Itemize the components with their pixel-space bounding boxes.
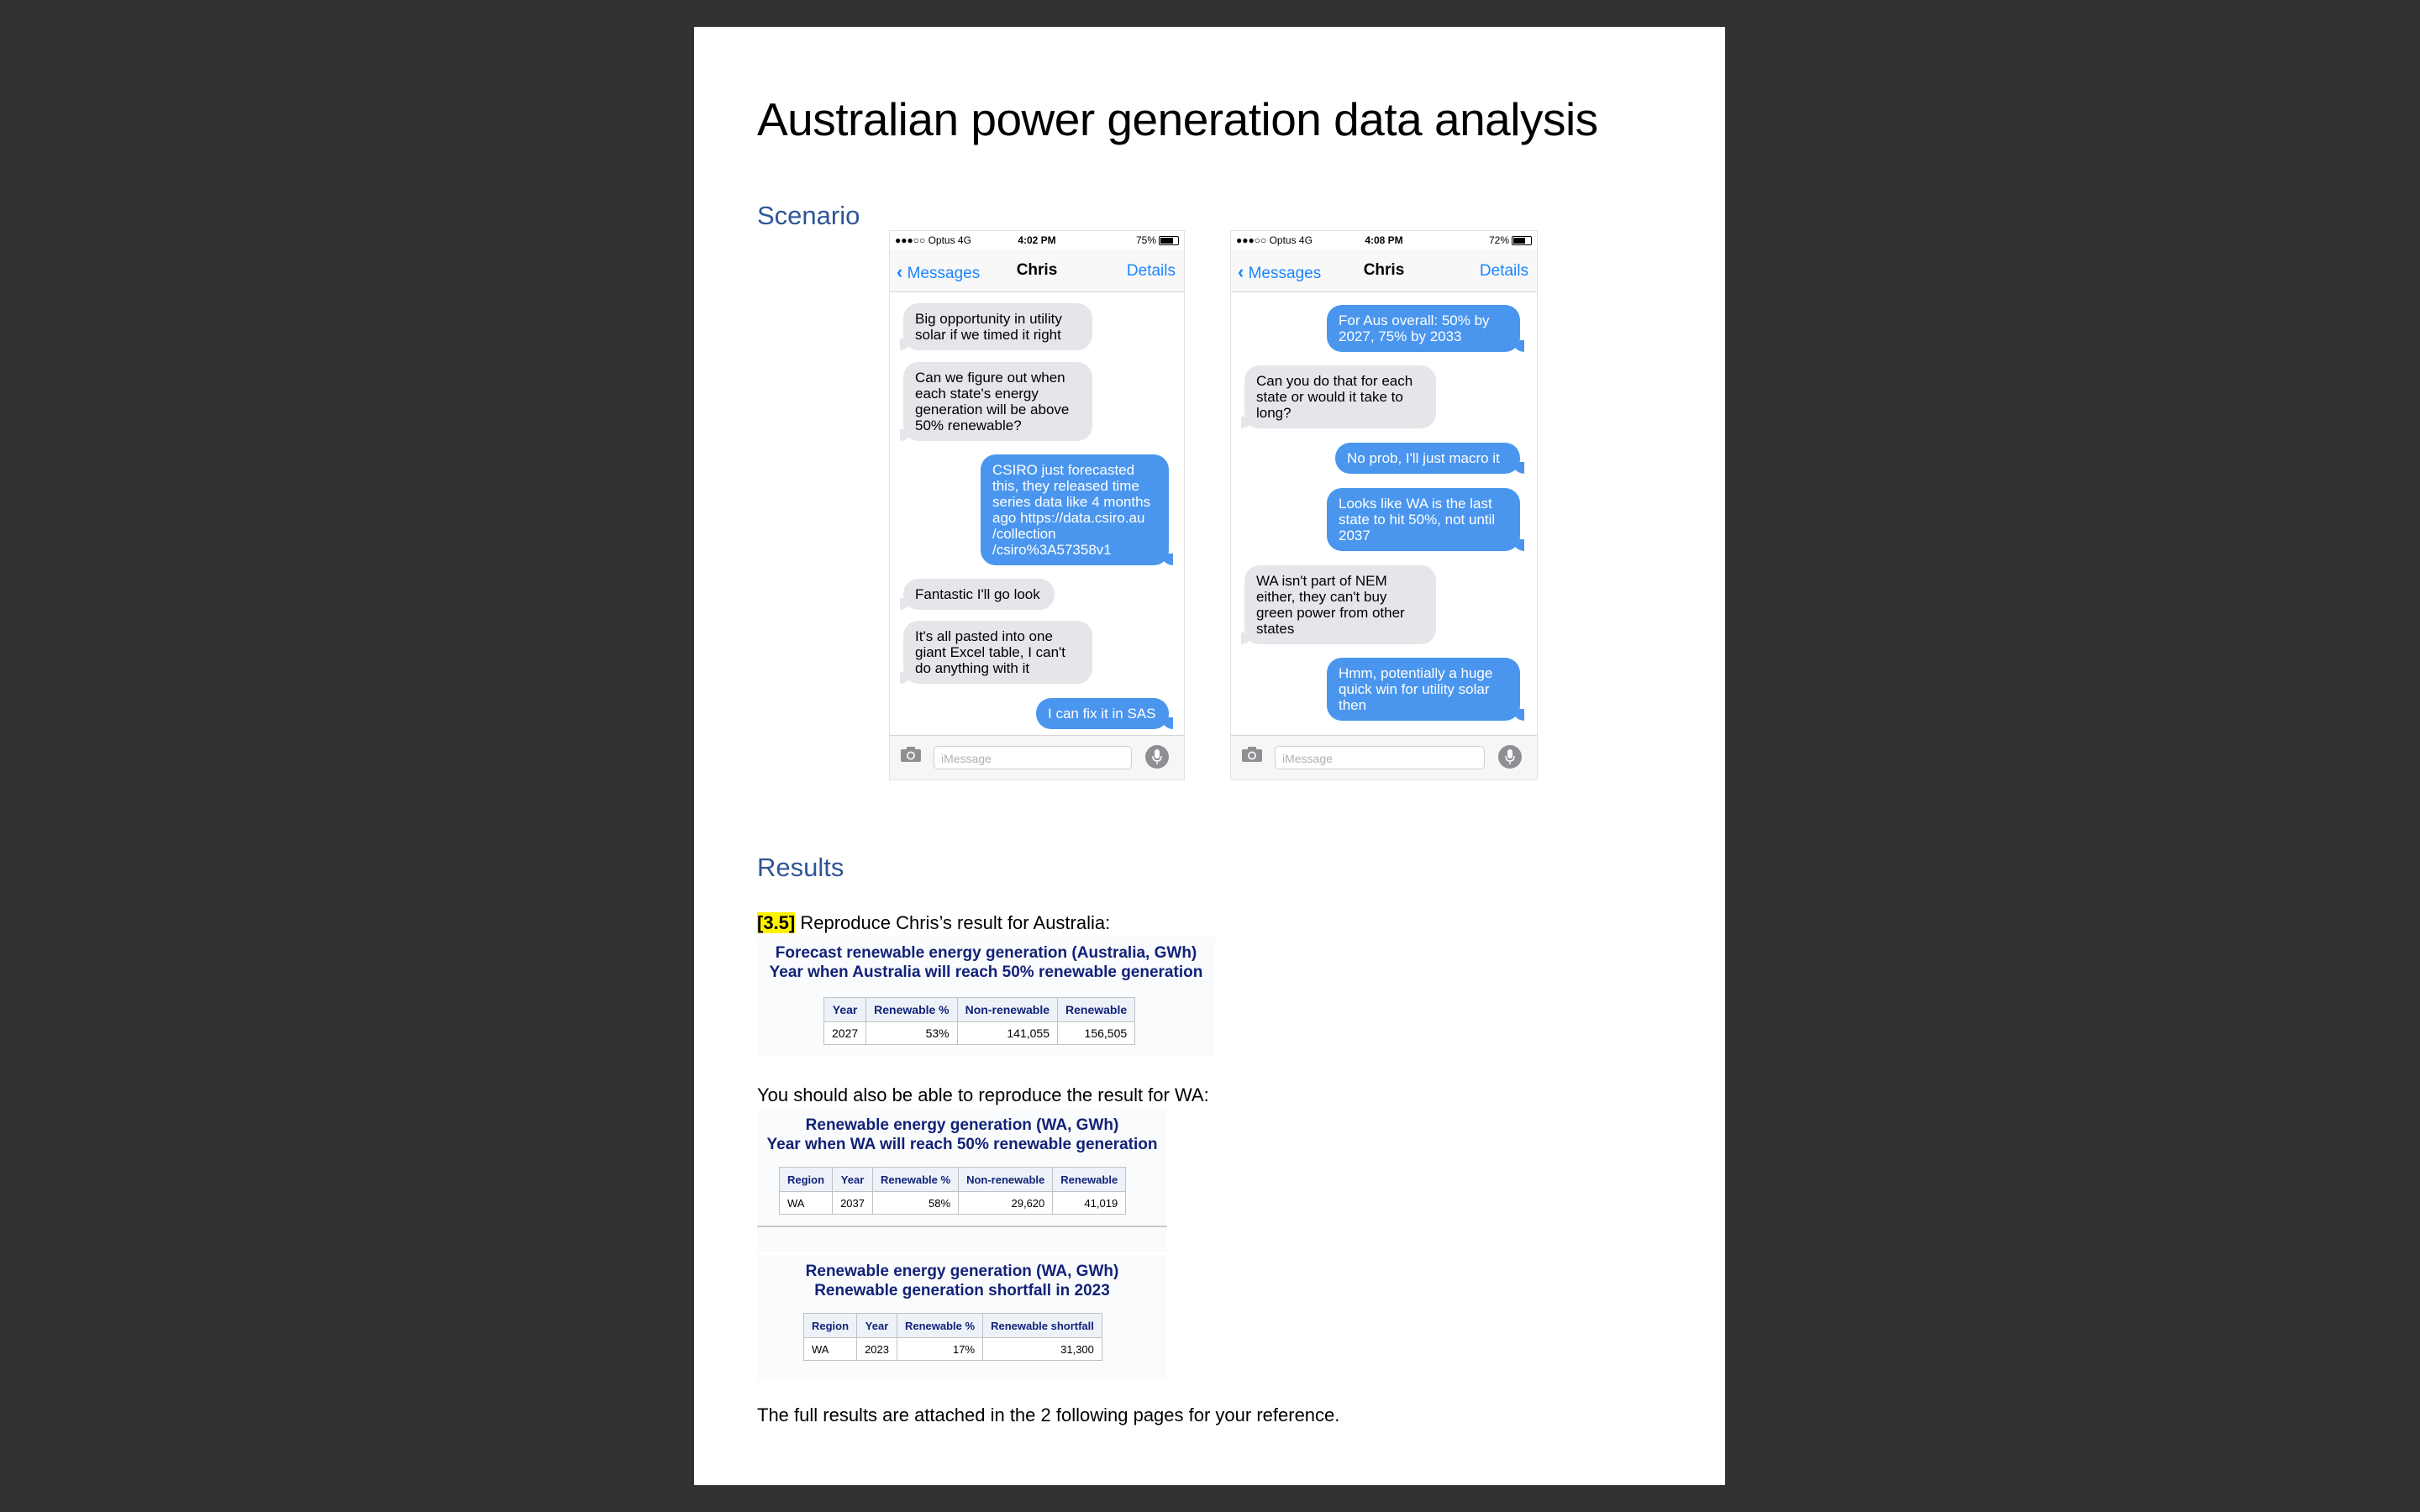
details-button[interactable]: Details	[1479, 262, 1528, 280]
contact-name: Chris	[1016, 261, 1058, 279]
message-bubble-incoming: WA isn't part of NEM either, they can't buy green power from other states	[1244, 565, 1436, 644]
table-cell: 53%	[866, 1022, 957, 1045]
column-header: Renewable %	[897, 1314, 982, 1338]
message-bubble-incoming: Can you do that for each state or would it take to long?	[1244, 365, 1436, 428]
back-label: Messages	[1248, 265, 1322, 282]
table-subtitle: Renewable generation shortfall in 2023	[814, 1282, 1110, 1299]
results-heading: Results	[757, 853, 844, 882]
message-input-bar	[890, 735, 1184, 780]
task-tag: [3.5]	[757, 912, 796, 933]
chevron-left-icon: ‹	[1238, 261, 1244, 282]
table-cell: 2037	[833, 1192, 873, 1215]
table-cell: 156,505	[1058, 1022, 1135, 1045]
output-divider	[757, 1226, 1167, 1227]
column-header: Year	[824, 998, 866, 1022]
message-input-bar	[1231, 735, 1537, 780]
status-time: 4:08 PM	[1365, 234, 1403, 246]
column-header: Non-renewable	[959, 1168, 1053, 1192]
message-bubble-outgoing: For Aus overall: 50% by 2027, 75% by 2033	[1327, 305, 1520, 352]
australia-result-table	[823, 997, 1135, 1045]
column-header: Region	[780, 1168, 833, 1192]
table-subtitle: Year when WA will reach 50% renewable generation	[766, 1136, 1158, 1153]
column-header: Region	[804, 1314, 857, 1338]
battery-percent: 75%	[1135, 234, 1156, 246]
column-header: Renewable	[1058, 998, 1135, 1022]
table-subtitle: Year when Australia will reach 50% renewable generation	[769, 963, 1203, 981]
conversation-nav-bar	[1231, 249, 1537, 292]
table-cell: 2027	[824, 1022, 866, 1045]
wa-shortfall-table	[803, 1313, 1102, 1361]
back-label: Messages	[907, 265, 981, 282]
microphone-icon[interactable]	[1145, 745, 1169, 769]
table-row	[780, 1192, 1126, 1215]
battery-icon	[1159, 236, 1179, 245]
table-row	[824, 1022, 1135, 1045]
table-cell: 58%	[872, 1192, 958, 1215]
scenario-heading: Scenario	[757, 201, 860, 230]
column-header: Renewable %	[866, 998, 957, 1022]
table-row	[804, 1338, 1102, 1361]
carrier-label: ●●●○○ Optus 4G	[895, 234, 971, 246]
table-title: Renewable energy generation (WA, GWh)	[805, 1116, 1119, 1134]
column-header: Renewable	[1053, 1168, 1126, 1192]
microphone-icon[interactable]	[1498, 745, 1522, 769]
status-bar	[890, 231, 1184, 249]
table-cell: 141,055	[957, 1022, 1057, 1045]
carrier-label: ●●●○○ Optus 4G	[1236, 234, 1313, 246]
table-title: Forecast renewable energy generation (Australia, GWh)	[775, 944, 1197, 962]
table-cell: 29,620	[959, 1192, 1053, 1215]
camera-icon[interactable]	[900, 746, 922, 763]
message-bubble-incoming: It's all pasted into one giant Excel table, I can't do anything with it	[903, 621, 1092, 684]
message-bubble-incoming: Big opportunity in utility solar if we timed it right	[903, 303, 1092, 350]
message-input[interactable]: iMessage	[1275, 746, 1485, 769]
table-cell: 17%	[897, 1338, 982, 1361]
task-text: Reproduce Chris’s result for Australia:	[795, 912, 1111, 933]
contact-name: Chris	[1363, 261, 1405, 279]
battery-icon	[1512, 236, 1532, 245]
camera-icon[interactable]	[1241, 746, 1263, 763]
message-bubble-outgoing: I can fix it in SAS	[1036, 698, 1169, 729]
column-header: Year	[857, 1314, 897, 1338]
table-cell: 2023	[857, 1338, 897, 1361]
phone-screenshot-1	[889, 230, 1185, 780]
battery-status	[1489, 234, 1532, 246]
table-cell: 31,300	[983, 1338, 1102, 1361]
task-line	[757, 912, 1110, 934]
column-header: Year	[833, 1168, 873, 1192]
message-input[interactable]: iMessage	[934, 746, 1132, 769]
message-bubble-incoming: Fantastic I'll go look	[903, 579, 1055, 610]
message-bubble-outgoing: Looks like WA is the last state to hit 50%, not until 2037	[1327, 488, 1520, 551]
table-title: Renewable energy generation (WA, GWh)	[805, 1263, 1119, 1280]
column-header: Renewable shortfall	[983, 1314, 1102, 1338]
table-cell: 41,019	[1053, 1192, 1126, 1215]
status-bar	[1231, 231, 1537, 249]
table-cell: WA	[804, 1338, 857, 1361]
footer-note: The full results are attached in the 2 following pages for your reference.	[757, 1404, 1340, 1425]
message-bubble-outgoing: Hmm, potentially a huge quick win for utility solar then	[1327, 658, 1520, 721]
message-bubble-outgoing: CSIRO just forecasted this, they released time series data like 4 months ago https://data.csiro.au /collection /csiro%3A57358v1	[981, 454, 1169, 565]
australia-result-output	[757, 937, 1215, 1057]
wa-result-output	[757, 1110, 1167, 1252]
chevron-left-icon: ‹	[897, 261, 903, 282]
wa-shortfall-output	[757, 1255, 1167, 1379]
conversation-nav-bar	[890, 249, 1184, 292]
document-page	[694, 27, 1725, 1485]
phone-screenshot-2	[1230, 230, 1538, 780]
wa-intro-text: You should also be able to reproduce the result for WA:	[757, 1084, 1209, 1105]
message-bubble-incoming: Can we figure out when each state's energy generation will be above 50% renewable?	[903, 362, 1092, 441]
column-header: Renewable %	[872, 1168, 958, 1192]
page-title: Australian power generation data analysis	[757, 93, 1598, 145]
wa-result-table	[779, 1167, 1126, 1215]
battery-status	[1136, 234, 1179, 246]
column-header: Non-renewable	[957, 998, 1057, 1022]
table-cell: WA	[780, 1192, 833, 1215]
message-bubble-outgoing: No prob, I'll just macro it	[1335, 443, 1520, 474]
details-button[interactable]: Details	[1126, 262, 1176, 280]
battery-percent: 72%	[1488, 234, 1509, 246]
status-time: 4:02 PM	[1018, 234, 1056, 246]
